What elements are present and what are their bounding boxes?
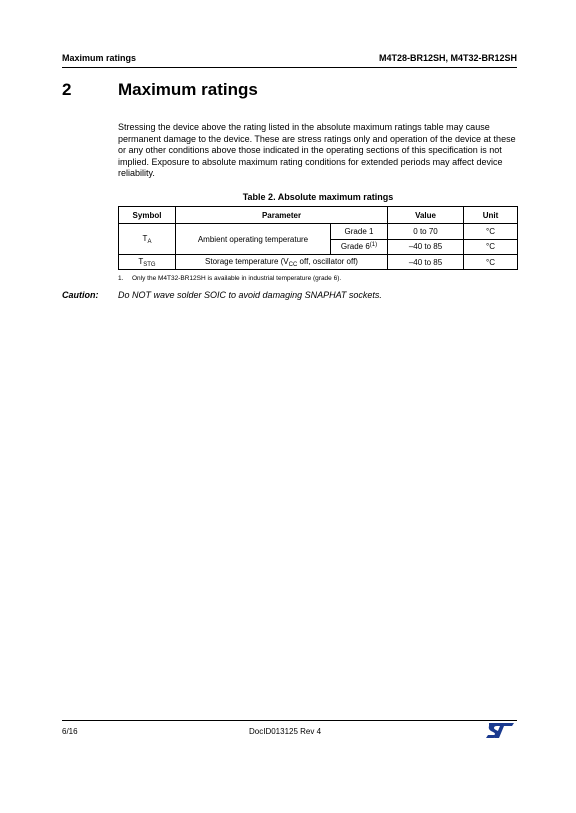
- header-parameter: Parameter: [176, 207, 388, 224]
- footnote-number: 1.: [118, 275, 124, 282]
- header-symbol: Symbol: [119, 207, 176, 224]
- st-logo-icon: [485, 722, 515, 739]
- footer-divider: [62, 720, 517, 721]
- header-section-title: Maximum ratings: [62, 53, 137, 63]
- tstg-unit: °C: [464, 255, 518, 270]
- header-part-numbers: M4T28-BR12SH, M4T32-BR12SH: [378, 53, 517, 63]
- parameter-ambient-temperature: Ambient operating temperature: [176, 224, 331, 255]
- body-paragraph: Stressing the device above the rating listed in the absolute maximum ratings table may cause permanent damage to the device. These are stress ratings only and operation of the device at these or any other conditions above those indicated in the operating sections of this specification is not implied. Exposure to absolute maximum rating conditions for extended periods may affect device reliability.: [118, 122, 516, 179]
- table-row: [119, 224, 518, 240]
- grade6-label: Grade 6$^{(1)}$: [331, 239, 388, 255]
- page-header: [62, 53, 517, 69]
- symbol-ta: $T_A$: [119, 224, 176, 255]
- symbol-tstg: $T_{STG}$: [119, 255, 176, 270]
- table-caption: Table 2. Absolute maximum ratings: [242, 192, 394, 202]
- document-id: DocID013125 Rev 4: [249, 727, 322, 736]
- section-number: 2: [62, 80, 72, 99]
- grade6-unit: °C: [464, 239, 518, 255]
- grade6-value: –40 to 85: [388, 239, 464, 255]
- page-footer: [62, 720, 517, 740]
- tstg-value: –40 to 85: [388, 255, 464, 270]
- caution-text: Do NOT wave solder SOIC to avoid damaging SNAPHAT sockets.: [118, 290, 382, 300]
- table-header-row: [119, 207, 518, 224]
- header-value: Value: [388, 207, 464, 224]
- grade1-unit: °C: [464, 224, 518, 240]
- header-unit: Unit: [464, 207, 518, 224]
- footnote-text: Only the M4T32-BR12SH is available in industrial temperature (grade 6).: [132, 275, 342, 282]
- grade1-label: Grade 1: [331, 224, 388, 240]
- header-divider: [62, 67, 517, 68]
- parameter-storage-temperature: Storage temperature ($V_{CC}$ off, oscillator off): [176, 255, 388, 270]
- section-title: Maximum ratings: [118, 80, 258, 99]
- grade1-value: 0 to 70: [388, 224, 464, 240]
- table-row: [119, 255, 518, 270]
- caution-label: Caution:: [62, 290, 99, 300]
- page-number: 6/16: [62, 727, 78, 736]
- table-footnote: [118, 275, 341, 282]
- absolute-maximum-ratings-table: [118, 206, 518, 270]
